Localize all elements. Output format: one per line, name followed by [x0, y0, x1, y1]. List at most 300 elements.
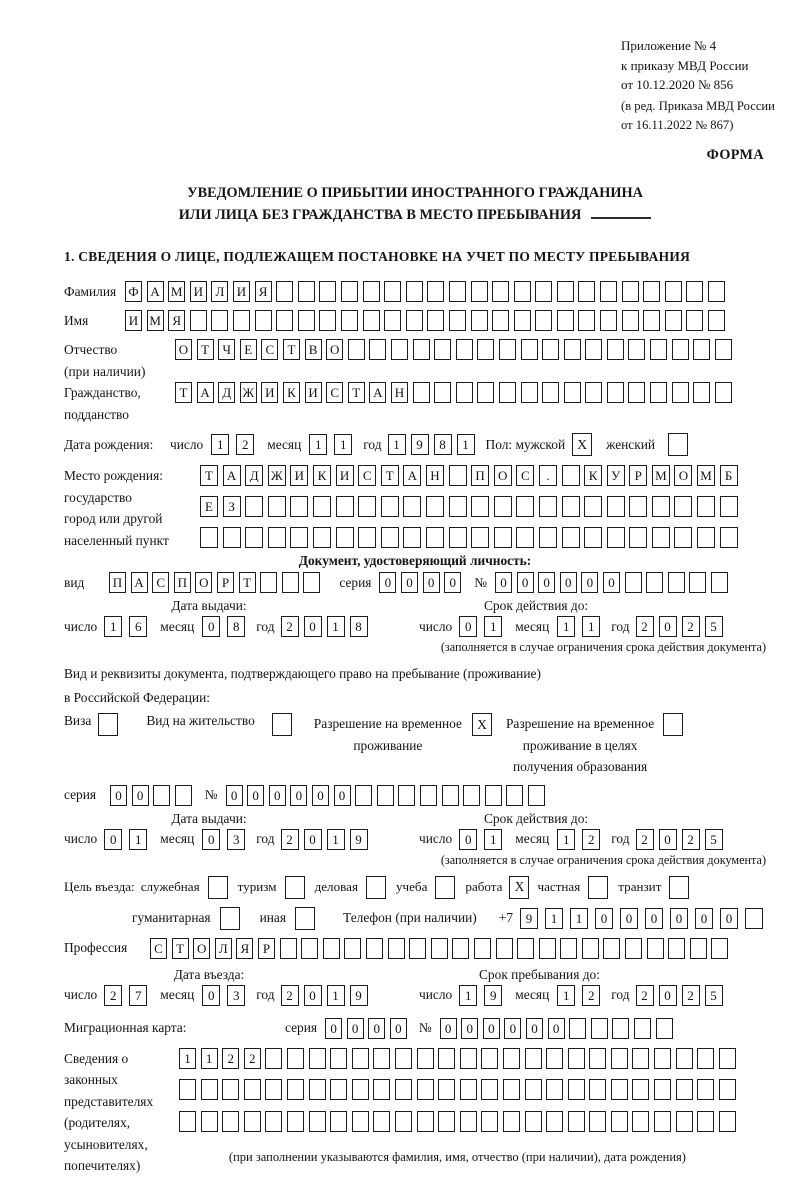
- char-box[interactable]: [303, 572, 320, 593]
- char-box[interactable]: [341, 281, 358, 302]
- char-box[interactable]: О: [674, 465, 692, 486]
- char-box[interactable]: М: [697, 465, 715, 486]
- char-box[interactable]: [668, 572, 685, 593]
- char-box[interactable]: 0: [226, 785, 243, 806]
- char-box[interactable]: В: [305, 339, 322, 360]
- char-box[interactable]: [719, 1079, 736, 1100]
- char-box[interactable]: [607, 527, 625, 548]
- char-box[interactable]: А: [147, 281, 164, 302]
- char-box[interactable]: 0: [247, 785, 264, 806]
- char-box[interactable]: [344, 938, 361, 959]
- char-box[interactable]: [456, 339, 473, 360]
- char-box[interactable]: [427, 310, 444, 331]
- char-box[interactable]: [190, 310, 207, 331]
- char-box[interactable]: [363, 281, 380, 302]
- char-box[interactable]: 0: [202, 829, 220, 850]
- char-box[interactable]: 0: [526, 1018, 543, 1039]
- char-box[interactable]: [568, 1048, 585, 1069]
- char-box[interactable]: [517, 938, 534, 959]
- char-box[interactable]: 0: [379, 572, 396, 593]
- char-box[interactable]: 0: [334, 785, 351, 806]
- char-box[interactable]: 0: [659, 616, 677, 637]
- char-box[interactable]: [336, 496, 354, 517]
- char-box[interactable]: [244, 1079, 261, 1100]
- char-box[interactable]: [276, 310, 293, 331]
- char-box[interactable]: .: [539, 465, 557, 486]
- char-box[interactable]: [514, 281, 531, 302]
- char-box[interactable]: [720, 527, 738, 548]
- purpose-transit-checkbox[interactable]: [669, 876, 689, 899]
- char-box[interactable]: 1: [327, 985, 345, 1006]
- char-box[interactable]: [485, 785, 502, 806]
- char-box[interactable]: [471, 496, 489, 517]
- char-box[interactable]: О: [326, 339, 343, 360]
- char-box[interactable]: 1: [459, 985, 477, 1006]
- purpose-private-checkbox[interactable]: [588, 876, 608, 899]
- char-box[interactable]: [417, 1048, 434, 1069]
- char-box[interactable]: [330, 1048, 347, 1069]
- char-box[interactable]: [434, 339, 451, 360]
- char-box[interactable]: [348, 339, 365, 360]
- char-box[interactable]: 0: [202, 985, 220, 1006]
- char-box[interactable]: [211, 310, 228, 331]
- char-box[interactable]: 0: [347, 1018, 364, 1039]
- char-box[interactable]: Ч: [218, 339, 235, 360]
- char-box[interactable]: [607, 496, 625, 517]
- char-box[interactable]: 0: [104, 829, 122, 850]
- purpose-other-checkbox[interactable]: [295, 907, 315, 930]
- char-box[interactable]: [245, 496, 263, 517]
- char-box[interactable]: 1: [179, 1048, 196, 1069]
- char-box[interactable]: Д: [245, 465, 263, 486]
- char-box[interactable]: [632, 1079, 649, 1100]
- char-box[interactable]: Н: [391, 382, 408, 403]
- char-box[interactable]: 1: [457, 434, 475, 455]
- char-box[interactable]: С: [261, 339, 278, 360]
- char-box[interactable]: [309, 1111, 326, 1132]
- char-box[interactable]: [542, 382, 559, 403]
- char-box[interactable]: О: [175, 339, 192, 360]
- char-box[interactable]: [477, 339, 494, 360]
- char-box[interactable]: [589, 1079, 606, 1100]
- char-box[interactable]: [398, 785, 415, 806]
- char-box[interactable]: Д: [218, 382, 235, 403]
- char-box[interactable]: 2: [582, 985, 600, 1006]
- char-box[interactable]: [244, 1111, 261, 1132]
- char-box[interactable]: [179, 1079, 196, 1100]
- char-box[interactable]: 9: [484, 985, 502, 1006]
- char-box[interactable]: К: [584, 465, 602, 486]
- char-box[interactable]: [471, 281, 488, 302]
- char-box[interactable]: [201, 1111, 218, 1132]
- char-box[interactable]: [643, 310, 660, 331]
- char-box[interactable]: [420, 785, 437, 806]
- char-box[interactable]: С: [152, 572, 169, 593]
- char-box[interactable]: [539, 938, 556, 959]
- char-box[interactable]: [525, 1048, 542, 1069]
- char-box[interactable]: [427, 281, 444, 302]
- char-box[interactable]: [589, 1111, 606, 1132]
- char-box[interactable]: 0: [444, 572, 461, 593]
- char-box[interactable]: И: [261, 382, 278, 403]
- char-box[interactable]: [494, 527, 512, 548]
- char-box[interactable]: Ж: [268, 465, 286, 486]
- char-box[interactable]: [711, 938, 728, 959]
- char-box[interactable]: [539, 527, 557, 548]
- char-box[interactable]: 0: [423, 572, 440, 593]
- char-box[interactable]: Т: [283, 339, 300, 360]
- char-box[interactable]: [449, 527, 467, 548]
- char-box[interactable]: [528, 785, 545, 806]
- purpose-work-checkbox[interactable]: X: [509, 876, 529, 899]
- char-box[interactable]: 0: [202, 616, 220, 637]
- char-box[interactable]: [245, 527, 263, 548]
- char-box[interactable]: [745, 908, 763, 929]
- char-box[interactable]: [697, 527, 715, 548]
- char-box[interactable]: [309, 1079, 326, 1100]
- char-box[interactable]: 0: [459, 616, 477, 637]
- char-box[interactable]: [463, 785, 480, 806]
- char-box[interactable]: [481, 1048, 498, 1069]
- char-box[interactable]: [298, 310, 315, 331]
- char-box[interactable]: Л: [215, 938, 232, 959]
- char-box[interactable]: [643, 281, 660, 302]
- char-box[interactable]: 0: [461, 1018, 478, 1039]
- char-box[interactable]: А: [403, 465, 421, 486]
- char-box[interactable]: [265, 1079, 282, 1100]
- char-box[interactable]: Ж: [240, 382, 257, 403]
- char-box[interactable]: 1: [334, 434, 352, 455]
- char-box[interactable]: [516, 496, 534, 517]
- char-box[interactable]: [449, 465, 467, 486]
- char-box[interactable]: 8: [434, 434, 452, 455]
- char-box[interactable]: [341, 310, 358, 331]
- char-box[interactable]: 9: [520, 908, 538, 929]
- char-box[interactable]: [268, 527, 286, 548]
- char-box[interactable]: [471, 527, 489, 548]
- char-box[interactable]: 9: [411, 434, 429, 455]
- char-box[interactable]: 2: [281, 985, 299, 1006]
- char-box[interactable]: [697, 1111, 714, 1132]
- char-box[interactable]: [546, 1048, 563, 1069]
- char-box[interactable]: [650, 382, 667, 403]
- char-box[interactable]: [494, 496, 512, 517]
- char-box[interactable]: [298, 281, 315, 302]
- char-box[interactable]: [564, 339, 581, 360]
- char-box[interactable]: 1: [557, 829, 575, 850]
- char-box[interactable]: [719, 1048, 736, 1069]
- char-box[interactable]: С: [150, 938, 167, 959]
- char-box[interactable]: [535, 310, 552, 331]
- char-box[interactable]: [503, 1111, 520, 1132]
- char-box[interactable]: [403, 527, 421, 548]
- char-box[interactable]: 0: [312, 785, 329, 806]
- residence-permit-checkbox[interactable]: [272, 713, 292, 736]
- char-box[interactable]: [525, 1079, 542, 1100]
- char-box[interactable]: [373, 1111, 390, 1132]
- char-box[interactable]: Р: [217, 572, 234, 593]
- char-box[interactable]: [720, 496, 738, 517]
- char-box[interactable]: [319, 310, 336, 331]
- char-box[interactable]: 0: [504, 1018, 521, 1039]
- char-box[interactable]: [632, 1048, 649, 1069]
- char-box[interactable]: 7: [129, 985, 147, 1006]
- char-box[interactable]: 0: [645, 908, 663, 929]
- char-box[interactable]: [438, 1079, 455, 1100]
- char-box[interactable]: [268, 496, 286, 517]
- purpose-tourism-checkbox[interactable]: [285, 876, 305, 899]
- char-box[interactable]: 1: [484, 616, 502, 637]
- char-box[interactable]: [652, 527, 670, 548]
- char-box[interactable]: 0: [595, 908, 613, 929]
- char-box[interactable]: 0: [548, 1018, 565, 1039]
- char-box[interactable]: [557, 281, 574, 302]
- char-box[interactable]: [309, 1048, 326, 1069]
- char-box[interactable]: [481, 1079, 498, 1100]
- char-box[interactable]: [395, 1079, 412, 1100]
- char-box[interactable]: 0: [304, 616, 322, 637]
- char-box[interactable]: [697, 1048, 714, 1069]
- char-box[interactable]: А: [223, 465, 241, 486]
- char-box[interactable]: [690, 938, 707, 959]
- char-box[interactable]: [654, 1111, 671, 1132]
- char-box[interactable]: 9: [350, 985, 368, 1006]
- char-box[interactable]: 0: [695, 908, 713, 929]
- char-box[interactable]: [175, 785, 192, 806]
- char-box[interactable]: [634, 1018, 651, 1039]
- char-box[interactable]: [503, 1048, 520, 1069]
- char-box[interactable]: [557, 310, 574, 331]
- char-box[interactable]: [417, 1079, 434, 1100]
- char-box[interactable]: П: [109, 572, 126, 593]
- char-box[interactable]: 0: [459, 829, 477, 850]
- char-box[interactable]: [366, 938, 383, 959]
- char-box[interactable]: Т: [239, 572, 256, 593]
- char-box[interactable]: 1: [582, 616, 600, 637]
- char-box[interactable]: 1: [484, 829, 502, 850]
- char-box[interactable]: [388, 938, 405, 959]
- char-box[interactable]: 2: [636, 985, 654, 1006]
- char-box[interactable]: [409, 938, 426, 959]
- char-box[interactable]: [280, 938, 297, 959]
- char-box[interactable]: [715, 339, 732, 360]
- char-box[interactable]: И: [336, 465, 354, 486]
- char-box[interactable]: [686, 281, 703, 302]
- sex-female-checkbox[interactable]: [668, 433, 688, 456]
- char-box[interactable]: 2: [104, 985, 122, 1006]
- char-box[interactable]: [535, 281, 552, 302]
- char-box[interactable]: 2: [582, 829, 600, 850]
- char-box[interactable]: 0: [670, 908, 688, 929]
- char-box[interactable]: [582, 938, 599, 959]
- char-box[interactable]: [719, 1111, 736, 1132]
- char-box[interactable]: 0: [483, 1018, 500, 1039]
- char-box[interactable]: [381, 527, 399, 548]
- char-box[interactable]: [417, 1111, 434, 1132]
- char-box[interactable]: [413, 382, 430, 403]
- char-box[interactable]: [569, 1018, 586, 1039]
- char-box[interactable]: К: [313, 465, 331, 486]
- edu-residence-checkbox[interactable]: [663, 713, 683, 736]
- char-box[interactable]: [395, 1048, 412, 1069]
- char-box[interactable]: 0: [290, 785, 307, 806]
- char-box[interactable]: 2: [682, 616, 700, 637]
- char-box[interactable]: 0: [659, 985, 677, 1006]
- char-box[interactable]: 1: [104, 616, 122, 637]
- char-box[interactable]: М: [652, 465, 670, 486]
- char-box[interactable]: [384, 281, 401, 302]
- char-box[interactable]: [600, 281, 617, 302]
- char-box[interactable]: А: [197, 382, 214, 403]
- char-box[interactable]: 0: [401, 572, 418, 593]
- char-box[interactable]: [506, 785, 523, 806]
- char-box[interactable]: [708, 310, 725, 331]
- char-box[interactable]: [611, 1048, 628, 1069]
- char-box[interactable]: 2: [636, 616, 654, 637]
- char-box[interactable]: [521, 339, 538, 360]
- char-box[interactable]: Т: [175, 382, 192, 403]
- char-box[interactable]: [313, 496, 331, 517]
- char-box[interactable]: [153, 785, 170, 806]
- char-box[interactable]: 1: [545, 908, 563, 929]
- char-box[interactable]: О: [494, 465, 512, 486]
- char-box[interactable]: [697, 496, 715, 517]
- char-box[interactable]: [287, 1079, 304, 1100]
- char-box[interactable]: [674, 496, 692, 517]
- char-box[interactable]: А: [369, 382, 386, 403]
- char-box[interactable]: [584, 496, 602, 517]
- char-box[interactable]: 0: [495, 572, 512, 593]
- char-box[interactable]: 0: [325, 1018, 342, 1039]
- char-box[interactable]: Е: [200, 496, 218, 517]
- char-box[interactable]: [676, 1048, 693, 1069]
- char-box[interactable]: [377, 785, 394, 806]
- char-box[interactable]: [384, 310, 401, 331]
- char-box[interactable]: Т: [381, 465, 399, 486]
- char-box[interactable]: [313, 527, 331, 548]
- char-box[interactable]: 1: [570, 908, 588, 929]
- char-box[interactable]: 0: [517, 572, 534, 593]
- char-box[interactable]: [591, 1018, 608, 1039]
- char-box[interactable]: [578, 281, 595, 302]
- char-box[interactable]: [301, 938, 318, 959]
- char-box[interactable]: [395, 1111, 412, 1132]
- char-box[interactable]: [431, 938, 448, 959]
- char-box[interactable]: [426, 496, 444, 517]
- char-box[interactable]: 2: [244, 1048, 261, 1069]
- char-box[interactable]: 2: [682, 985, 700, 1006]
- char-box[interactable]: [477, 382, 494, 403]
- char-box[interactable]: 5: [705, 829, 723, 850]
- char-box[interactable]: [646, 572, 663, 593]
- char-box[interactable]: 0: [368, 1018, 385, 1039]
- visa-checkbox[interactable]: [98, 713, 118, 736]
- char-box[interactable]: [656, 1018, 673, 1039]
- char-box[interactable]: [622, 281, 639, 302]
- char-box[interactable]: 2: [682, 829, 700, 850]
- purpose-humanitarian-checkbox[interactable]: [220, 907, 240, 930]
- char-box[interactable]: [222, 1111, 239, 1132]
- char-box[interactable]: [568, 1079, 585, 1100]
- char-box[interactable]: П: [471, 465, 489, 486]
- char-box[interactable]: 0: [581, 572, 598, 593]
- char-box[interactable]: [222, 1079, 239, 1100]
- char-box[interactable]: 0: [440, 1018, 457, 1039]
- char-box[interactable]: Т: [172, 938, 189, 959]
- char-box[interactable]: 0: [269, 785, 286, 806]
- char-box[interactable]: М: [168, 281, 185, 302]
- char-box[interactable]: [336, 527, 354, 548]
- char-box[interactable]: [438, 1111, 455, 1132]
- char-box[interactable]: [474, 938, 491, 959]
- char-box[interactable]: [632, 1111, 649, 1132]
- char-box[interactable]: [481, 1111, 498, 1132]
- char-box[interactable]: Е: [240, 339, 257, 360]
- char-box[interactable]: 5: [705, 985, 723, 1006]
- char-box[interactable]: [282, 572, 299, 593]
- char-box[interactable]: 1: [327, 829, 345, 850]
- char-box[interactable]: [589, 1048, 606, 1069]
- char-box[interactable]: [607, 382, 624, 403]
- char-box[interactable]: [330, 1111, 347, 1132]
- char-box[interactable]: [503, 1079, 520, 1100]
- char-box[interactable]: [560, 938, 577, 959]
- char-box[interactable]: [369, 339, 386, 360]
- char-box[interactable]: [406, 281, 423, 302]
- char-box[interactable]: [521, 382, 538, 403]
- char-box[interactable]: [255, 310, 272, 331]
- char-box[interactable]: [578, 310, 595, 331]
- char-box[interactable]: [233, 310, 250, 331]
- char-box[interactable]: [546, 1079, 563, 1100]
- char-box[interactable]: [711, 572, 728, 593]
- char-box[interactable]: [625, 572, 642, 593]
- char-box[interactable]: [665, 310, 682, 331]
- char-box[interactable]: М: [147, 310, 164, 331]
- char-box[interactable]: [358, 527, 376, 548]
- char-box[interactable]: 0: [390, 1018, 407, 1039]
- char-box[interactable]: [323, 938, 340, 959]
- char-box[interactable]: [612, 1018, 629, 1039]
- char-box[interactable]: [352, 1111, 369, 1132]
- char-box[interactable]: И: [190, 281, 207, 302]
- char-box[interactable]: 1: [201, 1048, 218, 1069]
- char-box[interactable]: 1: [388, 434, 406, 455]
- char-box[interactable]: Н: [426, 465, 444, 486]
- char-box[interactable]: [330, 1079, 347, 1100]
- char-box[interactable]: 9: [350, 829, 368, 850]
- char-box[interactable]: И: [290, 465, 308, 486]
- char-box[interactable]: [629, 527, 647, 548]
- char-box[interactable]: [260, 572, 277, 593]
- char-box[interactable]: 1: [309, 434, 327, 455]
- char-box[interactable]: [201, 1079, 218, 1100]
- char-box[interactable]: 0: [110, 785, 127, 806]
- char-box[interactable]: [668, 938, 685, 959]
- char-box[interactable]: 0: [659, 829, 677, 850]
- char-box[interactable]: С: [358, 465, 376, 486]
- char-box[interactable]: [697, 1079, 714, 1100]
- char-box[interactable]: 2: [236, 434, 254, 455]
- char-box[interactable]: [654, 1048, 671, 1069]
- char-box[interactable]: [525, 1111, 542, 1132]
- char-box[interactable]: [358, 496, 376, 517]
- char-box[interactable]: Я: [236, 938, 253, 959]
- char-box[interactable]: [564, 382, 581, 403]
- char-box[interactable]: [460, 1048, 477, 1069]
- char-box[interactable]: [265, 1111, 282, 1132]
- char-box[interactable]: [584, 527, 602, 548]
